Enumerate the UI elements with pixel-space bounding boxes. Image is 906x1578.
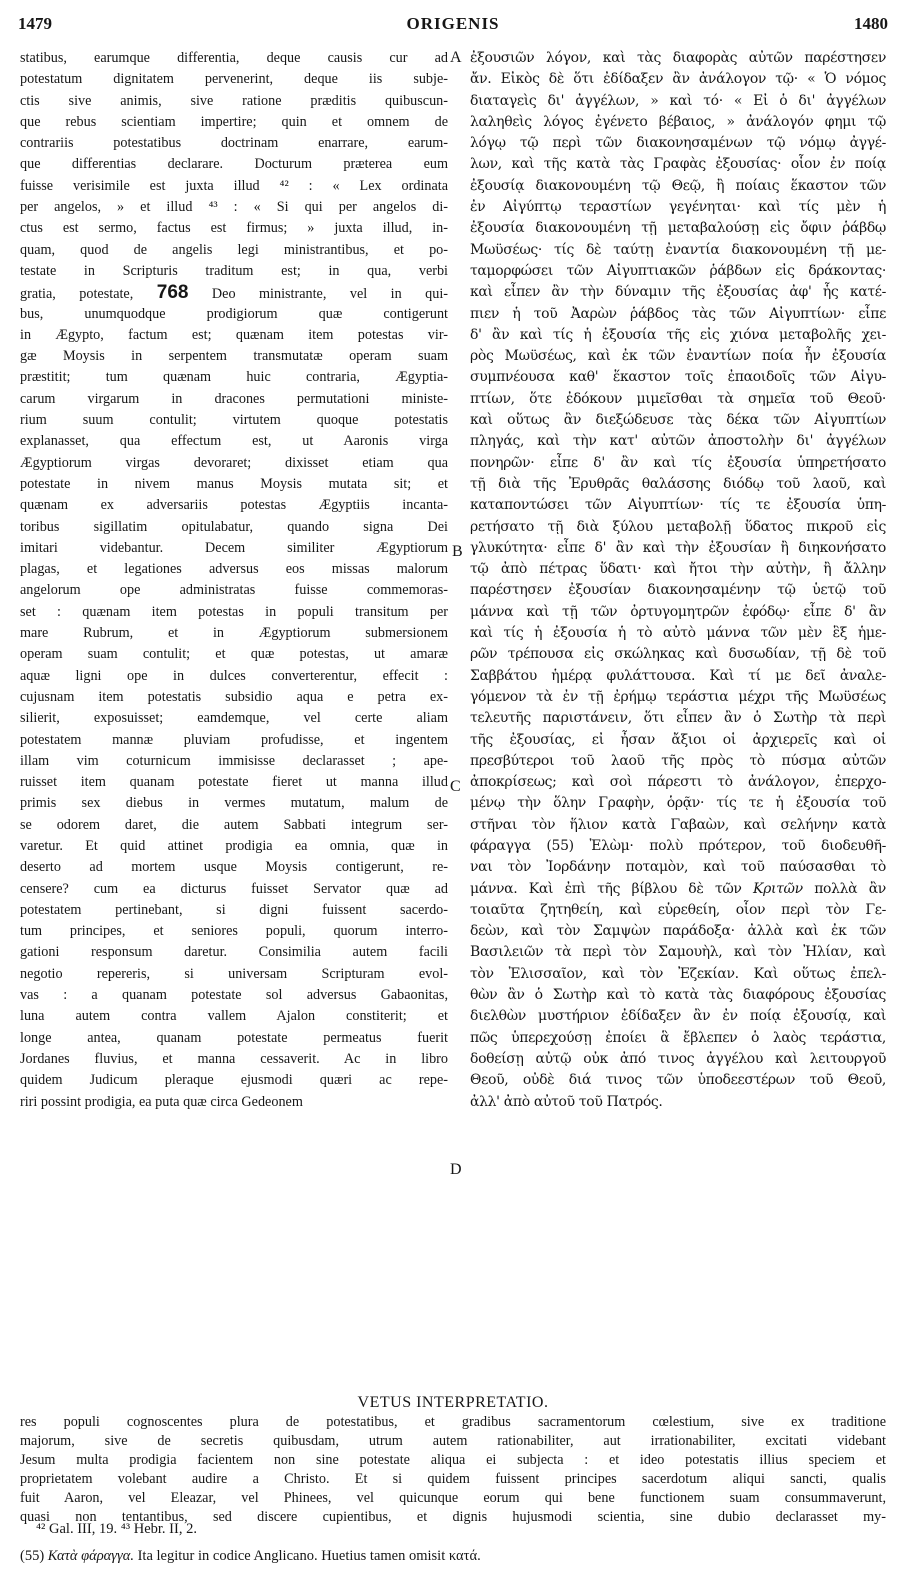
footnote-55-number: (55) xyxy=(20,1548,45,1564)
latin-line-text: testate in Scripturis traditum est; in qua, verbi xyxy=(20,262,448,279)
greek-line xyxy=(470,240,886,261)
latin-line xyxy=(20,517,448,538)
latin-line-text: cujusnam item potestatis subsidio aqua e petra ex- xyxy=(20,688,448,705)
greek-line-text: καὶ οὕτως ἂν διεξώδευσε τὰς δέκα τῶν Αἰγυπτίων xyxy=(470,412,886,429)
latin-line xyxy=(20,1092,448,1113)
greek-line xyxy=(470,921,886,942)
vetus-line xyxy=(20,1413,886,1432)
greek-line xyxy=(470,1028,886,1049)
latin-line xyxy=(20,410,448,431)
greek-line-text: γλυκύτητα· εἶπε δ' ἂν καὶ τὴν ἐξουσίαν ἢ διηκονήσατο xyxy=(470,539,886,556)
greek-column xyxy=(470,48,886,1113)
vetus-line-text: quasi non tentantibus, sed discere cupientibus, et dignis hujusmodi scientia, sine dubio declarasset my- xyxy=(20,1509,886,1525)
greek-line xyxy=(470,48,886,69)
greek-line-text: τῇ διὰ τῆς Ἐρυθρᾶς θαλάσσης διόδῳ τοῦ λαοῦ, καὶ xyxy=(470,475,886,492)
latin-line xyxy=(20,154,448,175)
greek-line-text: τελευτῆς παριστάνειν, ὅτι εἶπεν ἂν ὁ Σωτὴρ τὰ περὶ xyxy=(470,710,886,727)
latin-line-text: rium suum contulit; virtutem quoque potestatis xyxy=(20,412,448,429)
latin-line-text: varetur. Et quid attinet prodigia ea omnia, quæ in xyxy=(20,837,448,854)
greek-line xyxy=(470,793,886,814)
latin-line xyxy=(20,815,448,836)
greek-line xyxy=(470,815,886,836)
greek-line xyxy=(470,495,886,516)
greek-line xyxy=(470,1092,886,1113)
margin-letter-b: B xyxy=(452,543,463,560)
latin-line xyxy=(20,367,448,388)
vetus-line-text: majorum, sive de secretis quibusdam, utrum autem rationabiliter, aut irrationabiliter, excitati videbant xyxy=(20,1433,886,1449)
latin-line-text: censere? cum ea dicturus fuisset Servator quæ ad xyxy=(20,880,448,897)
latin-line xyxy=(20,240,448,261)
footnote-55-lemma: Κατὰ φάραγγα. xyxy=(47,1548,134,1564)
greek-line-text: πρεσβύτεροι τοῦ λαοῦ τῆς πρὸς τὸ πύσμα αὐτῶν xyxy=(470,752,886,769)
greek-line xyxy=(470,410,886,431)
latin-line-text: imitari videbantur. Decem similiter Ægyptiorum xyxy=(20,539,448,556)
greek-line xyxy=(470,708,886,729)
greek-line xyxy=(470,1049,886,1070)
greek-line xyxy=(470,644,886,665)
greek-line xyxy=(470,666,886,687)
latin-line xyxy=(20,453,448,474)
latin-line-text: potestatem mannæ pluviam profudisse, et ingentem xyxy=(20,731,448,748)
greek-line-text: Μωϋσέως· τίς δὲ ταύτῃ ἐναντία διακονουμένη τῇ με- xyxy=(470,241,886,258)
latin-line-text: riri possint prodigia, ea puta quæ circa Gedeonem xyxy=(20,1093,303,1110)
latin-line xyxy=(20,495,448,516)
greek-line-text: ρετήσατο τῇ διὰ ξύλου μεταβολῇ ὕδατος πικροῦ εἰς xyxy=(470,518,886,535)
latin-line-text: statibus, earumque differentia, deque causis cur ad xyxy=(20,50,448,66)
vetus-line xyxy=(20,1432,886,1451)
latin-line-text: Ægyptiorum virgas devoraret; dixisset etiam qua xyxy=(20,454,448,471)
vetus-line xyxy=(20,1451,886,1470)
latin-line xyxy=(20,666,448,687)
latin-line-text: præstitit; tum quænam huic contraria, Ægyptia- xyxy=(20,369,448,386)
greek-line xyxy=(470,69,886,90)
latin-line-text: operam suam contulit; et quæ potestas, ut amaræ xyxy=(20,646,448,663)
margin-letter-d: D xyxy=(450,1161,462,1178)
greek-line-text: Θεοῦ, οὐδὲ διά τινος τῶν ὑποδεεστέρων τοῦ Θεοῦ, xyxy=(470,1072,886,1089)
latin-line-text: quam, quod de angelis legi ministrantibus, et po- xyxy=(20,241,448,258)
greek-line-text: στῆναι τὸν ἥλιον κατὰ Γαβαὼν, καὶ σελήνην κατὰ xyxy=(470,816,886,833)
latin-line-text: angelorum ope administratas fuisse commemoras- xyxy=(20,582,448,599)
greek-line xyxy=(470,857,886,878)
latin-line xyxy=(20,921,448,942)
vetus-line xyxy=(20,1470,886,1489)
latin-line xyxy=(20,1070,448,1091)
greek-line-text: δεὼν, καὶ τὸν Σαμψὼν παράδοξα· ἀλλὰ καὶ ἐκ τῶν xyxy=(470,923,886,940)
latin-line-text: ruisset item quanam potestate fieret ut manna illud xyxy=(20,774,448,791)
greek-line-text: ἀποκρίσεως; καὶ σοὶ πάρεστι τὸ ἀνάλογον, ἐπερχο- xyxy=(470,774,886,791)
latin-line xyxy=(20,857,448,878)
latin-line-text: toribus sigillatim opitulabatur, quando signa Dei xyxy=(20,518,448,535)
latin-line xyxy=(20,133,448,154)
latin-line xyxy=(20,346,448,367)
latin-line-text: vas : a quanam potestate sol adversus Gabaonitas, xyxy=(20,987,448,1004)
greek-line-text: μάννα καὶ τῇ τῶν ὀρτυγομητρῶν ἐφόδῳ· εἶπε δ' ἂν xyxy=(470,603,886,620)
greek-line xyxy=(470,154,886,175)
greek-line xyxy=(470,389,886,410)
greek-line xyxy=(470,218,886,239)
page-number-right: 1480 xyxy=(854,14,888,33)
page-number-left: 1479 xyxy=(18,14,52,33)
greek-line-text: λόγῳ τῷ περὶ τῶν διακονησαμένων τῷ νόμῳ ἀγγέ- xyxy=(470,135,886,152)
greek-line xyxy=(470,538,886,559)
greek-line-text: ἐξουσία διακονουμένη τῇ μεταβαλούσῃ εἰς ὄφιν ῥάβδῳ xyxy=(470,220,886,237)
greek-line-text: θὼν ἂν ὁ Σωτὴρ καὶ τὸ κατὰ τὰς διαφόρους ἐξουσίας xyxy=(470,987,886,1004)
greek-line-text: καὶ τίς ἡ ἐξουσία ἡ τὸ αὐτὸ μάννα τῶν μὲν ἓξ ἡμε- xyxy=(470,625,886,642)
greek-line-text: ἐξουσιῶν λόγον, καὶ τὰς διαφορὰς αὐτῶν παρέστησεν xyxy=(470,50,886,66)
latin-line xyxy=(20,772,448,793)
greek-line xyxy=(470,474,886,495)
latin-line-text: longe antea, quanam potestate permeatus fuerit xyxy=(20,1029,448,1046)
greek-line xyxy=(470,431,886,452)
greek-line xyxy=(470,453,886,474)
latin-line-text: ctus est sermo, factus est firmus; » juxta illud, in- xyxy=(20,220,448,237)
vetus-line-text: fuit Aaron, vel Eleazar, vel Phinees, vel quicunque eorum qui bene functionem suam consummaverunt, xyxy=(20,1490,886,1506)
greek-line xyxy=(470,942,886,963)
latin-line-tail: Deo ministrante, vel in qui- xyxy=(211,286,448,303)
latin-line-text: illam vim coturnicum immisisse declarasset ; ape- xyxy=(20,752,448,769)
footnote-55-text: Ita legitur in codice Anglicano. Huetius tamen omisit κατά. xyxy=(137,1548,481,1564)
greek-line-tail: πολλὰ ἂν xyxy=(814,880,886,897)
greek-line-text: ἐν Αἰγύπτῳ τεραστίων γεγένηται· καὶ τίς μὲν ἡ xyxy=(470,199,886,216)
latin-line-text: que differentias declarare. Docturum præterea eum xyxy=(20,156,448,173)
latin-line-text: potestatem pertinebant, si digni fuissent sacerdo- xyxy=(20,901,448,918)
latin-line xyxy=(20,708,448,729)
greek-line-text: μένῳ τὴν ὅλην Γραφὴν, ὁρᾷν· τίς τε ἡ ἐξουσία τοῦ xyxy=(470,795,886,812)
latin-line-text: in Ægypto, factum est; quænam item potestas vir- xyxy=(20,326,448,343)
latin-line-text: primis sex diebus in vermes mutatum, malum de xyxy=(20,795,448,812)
greek-line xyxy=(470,1070,886,1091)
greek-line xyxy=(470,687,886,708)
greek-line-text: διαταγεὶς δι' ἀγγέλων, » καὶ τό· « Εἰ ὁ δι' ἀγγέλων xyxy=(470,92,886,109)
vetus-line-text: Jesum multa prodigia facientem non sine potestate aliqua ei subjecta : et ideo potestatis illius speciem et xyxy=(20,1452,886,1468)
latin-line-text: potestatum dignitatem pervenerint, deque iis subje- xyxy=(20,71,448,88)
greek-line-text: πληγάς, καὶ τὴν κατ' αὐτῶν ἀποστολὴν δι' ἀγγέλων xyxy=(470,433,886,450)
latin-line xyxy=(20,325,448,346)
greek-line-text: τὸν Ἐλισσαῖον, καὶ τὸν Ἐζεκίαν. Καὶ οὕτως ἐπελ- xyxy=(470,965,886,982)
greek-line-text: φάραγγα (55) Ἐλὼμ· πολὺ πρότερον, τοῦ διοδευθῆ- xyxy=(470,837,886,854)
latin-line xyxy=(20,1049,448,1070)
greek-line-text: πτίων, ὅτε ἐδόκουν μιμεῖσθαι τὰ σημεῖα τοῦ Θεοῦ· xyxy=(470,390,886,407)
greek-line-text: δοθείσῃ αὐτῷ οὐκ ἀπό τινος ἀγγέλου καὶ λειτουργοῦ xyxy=(470,1050,886,1067)
greek-line-text: πονηρῶν· εἶπε δ' ἂν καὶ τίς ἐξουσία ὑπηρετήσατο xyxy=(470,454,886,471)
greek-line-text: τοιαῦτα ζητηθείη, καὶ εὑρεθείη, οἷον περὶ τὸν Γε- xyxy=(470,901,886,918)
latin-line xyxy=(20,793,448,814)
greek-line xyxy=(470,367,886,388)
greek-line-text: παρέστησεν ἐξουσίαν διακονησαμένην τῷ ὑετῷ τοῦ xyxy=(470,582,886,599)
margin-letter-a: A xyxy=(450,49,462,66)
latin-line-text: set : quænam item potestas in populi transitum per xyxy=(20,603,448,620)
greek-line-text: τῆς ἐξουσίας, εἰ ἦσαν ἄξιοι οἱ ἀρχιερεῖς καὶ οἱ xyxy=(470,731,886,748)
latin-line xyxy=(20,1028,448,1049)
greek-line xyxy=(470,176,886,197)
vetus-line-text: proprietatem volebant audire a Christo. Et si quidem fuissent principes sacerdotum aliqui sancti, qualis xyxy=(20,1471,886,1487)
latin-line-text: deserto ad mortem usque Moysis contigerunt, re- xyxy=(20,859,448,876)
vetus-line xyxy=(20,1489,886,1508)
latin-line xyxy=(20,751,448,772)
greek-line xyxy=(470,964,886,985)
latin-line-text: silierit, exposuisset; eamdemque, vel certe aliam xyxy=(20,710,448,727)
latin-line xyxy=(20,261,448,282)
greek-line-text: καὶ εἶπεν ἂν τὴν δύναμιν τῆς ἐξουσίας ἀφ' ἧς κατέ- xyxy=(470,284,886,301)
latin-line xyxy=(20,431,448,452)
latin-line xyxy=(20,389,448,410)
latin-line-text: mare Rubrum, et in Ægyptiorum submersionem xyxy=(20,625,448,642)
latin-line-text: quænam ex adversariis potestas Ægyptiis incanta- xyxy=(20,497,448,514)
latin-line xyxy=(20,964,448,985)
latin-line xyxy=(20,644,448,665)
greek-line-text: πῶς ὑπερεχούσῃ ἐποίει ἃ ἔβλεπεν ὁ λαὸς τεράστια, xyxy=(470,1029,886,1046)
vetus-line-text: res populi cognoscentes plura de potestatibus, et gradibus sacramentorum cœlestium, sive ex traditione xyxy=(20,1414,886,1430)
latin-line xyxy=(20,474,448,495)
greek-line-text: ρῶν τρέπουσα εἰς σκώληκας καὶ δυσωδίαν, τῇ δὲ τοῦ xyxy=(470,646,886,663)
greek-line-text: ἐξουσίᾳ διακονουμένη τῷ Θεῷ, ἢ ποίαις ἕκαστον τῶν xyxy=(470,177,886,194)
greek-line-text: λων, καὶ τῆς κατὰ τὰς Γραφὰς ἐξουσίας· οἷον ἐν ποίᾳ xyxy=(470,156,886,173)
running-title: ORIGENIS xyxy=(406,14,500,33)
latin-line-text: aquæ ligni ope in dulces converterentur, effecit : xyxy=(20,667,448,684)
footnote-references: ⁴² Gal. III, 19. ⁴³ Hebr. II, 2. xyxy=(36,1521,197,1537)
latin-line-text: plagas, et legationes adversus eos missas malorum xyxy=(20,561,448,578)
greek-line xyxy=(470,985,886,1006)
greek-line xyxy=(470,517,886,538)
latin-line-text: tum principes, et seniores populi, quorum interro- xyxy=(20,923,448,940)
greek-line xyxy=(470,836,886,857)
latin-line xyxy=(20,836,448,857)
greek-line-text: ρὸς Μωϋσέως, καὶ ἐκ τῶν ἐναντίων ποία ἦν ἐξουσία xyxy=(470,348,886,365)
greek-line xyxy=(470,133,886,154)
latin-column xyxy=(20,48,448,1113)
greek-italic-word: Κριτῶν xyxy=(753,880,803,897)
greek-line-text: ἄν. Εἰκὸς δὲ ὅτι ἐδίδαξεν ἂν ἀνάλογον τῷ· « Ὁ νόμος xyxy=(470,71,886,88)
footnote-55 xyxy=(20,1548,481,1565)
greek-line-text: Σαββάτου ἡμέρᾳ φυλάττουσα. Καὶ τί με δεῖ ἀναλε- xyxy=(470,667,886,684)
latin-line-text: potestate in nivem manus Moysis mutata sit; et xyxy=(20,475,448,492)
greek-line xyxy=(470,623,886,644)
greek-line xyxy=(470,580,886,601)
greek-line-text: λαληθεὶς λόγος ἐγένετο βέβαιος, » ἀνάλογόν φημι τῷ xyxy=(470,113,886,130)
greek-line xyxy=(470,730,886,751)
latin-line-text: ctis sive animis, sive ratione præditis quibuscun- xyxy=(20,92,448,109)
greek-line xyxy=(470,325,886,346)
greek-line-text: ναι τὸν Ἰορδάνην ποταμὸν, καὶ τοῦ παύσασθαι τὸ xyxy=(470,859,886,876)
greek-line xyxy=(470,282,886,303)
greek-line xyxy=(470,602,886,623)
latin-line xyxy=(20,602,448,623)
latin-line xyxy=(20,580,448,601)
greek-line-text: δ' ἂν καὶ τίς ἡ ἐξουσία τῆς εἰς χιόνα μεταβολῆς χει- xyxy=(470,326,886,343)
greek-line-text: διελθὼν μυστήριον ἐδίδαξεν ἂν ἐν ποίᾳ ἐξουσίᾳ, καὶ xyxy=(470,1008,886,1025)
greek-line-text: πιεν ἡ τοῦ Ἀαρὼν ῥάβδος τὰς τῶν Αἰγυπτίων· εἶπε xyxy=(470,305,886,322)
latin-line-text: luna autem contra vallem Ajalon constiterit; et xyxy=(20,1008,448,1025)
latin-line xyxy=(20,1006,448,1027)
vetus-interpretatio-title: VETUS INTERPRETATIO. xyxy=(357,1394,549,1411)
latin-line-text: fuisse verisimile est juxta illud ⁴² : « Lex ordinata xyxy=(20,177,448,194)
latin-line-text: negotio repereris, si universam Scripturam evol- xyxy=(20,965,448,982)
greek-line-text: Βασιλειῶν τὰ περὶ τὸν Σαμουὴλ, καὶ τὸν Ἠλίαν, καὶ xyxy=(470,944,886,961)
latin-line-text: gationi responsum daretur. Consimilia autem facili xyxy=(20,944,448,961)
latin-line xyxy=(20,559,448,580)
greek-line-text: συμπνέουσα καθ' ἕκαστον τοῖς ἐπαοιδοῖς τῶν Αἰγυ- xyxy=(470,369,886,386)
latin-line-text: Jordanes fluvius, et manna cessaverit. Ac in libro xyxy=(20,1050,448,1067)
latin-line-text: gratia, potestate, xyxy=(20,286,134,303)
vetus-interpretatio-text xyxy=(20,1413,886,1527)
latin-line xyxy=(20,91,448,112)
latin-line-text: carum virgarum in dracones permutationi ministe- xyxy=(20,390,448,407)
greek-line xyxy=(470,879,886,900)
latin-line xyxy=(20,282,448,303)
latin-line-text: gæ Moysis in serpentem transmutatæ operam suam xyxy=(20,348,448,365)
greek-line xyxy=(470,772,886,793)
latin-line xyxy=(20,304,448,325)
greek-line xyxy=(470,346,886,367)
greek-line xyxy=(470,559,886,580)
greek-line xyxy=(470,751,886,772)
latin-line xyxy=(20,218,448,239)
greek-line-text: καταποντώσει τῶν Αἰγυπτίων· τίς τε ἐξουσία ὑπη- xyxy=(470,497,886,514)
running-header xyxy=(18,14,888,36)
greek-line xyxy=(470,197,886,218)
greek-line xyxy=(470,261,886,282)
latin-line xyxy=(20,730,448,751)
greek-line xyxy=(470,1006,886,1027)
latin-line-text: se odorem daret, die autem Sabbati integrum ser- xyxy=(20,816,448,833)
greek-line xyxy=(470,304,886,325)
greek-line xyxy=(470,91,886,112)
greek-line-text: ἀλλ' ἀπὸ αὐτοῦ τοῦ Πατρός. xyxy=(470,1093,663,1110)
latin-line xyxy=(20,687,448,708)
latin-line-text: bus, unumquodque prodigiorum quæ contigerunt xyxy=(20,305,448,322)
greek-line-text: τῷ ἀπὸ πέτρας ὕδατι· καὶ ἤτοι τὴν αὐτὴν, ἢ ἄλλην xyxy=(470,561,886,578)
latin-line xyxy=(20,538,448,559)
latin-line xyxy=(20,176,448,197)
latin-line-text: per angelos, » et illud ⁴³ : « Si qui per angelos di- xyxy=(20,199,448,216)
latin-line-text: que rebus scientiam impertire; quin et omnem de xyxy=(20,113,448,130)
latin-line xyxy=(20,985,448,1006)
greek-line-text: ταμορφώσει τῶν Αἰγυπτιακῶν ῥάβδων εἰς δράκοντας· xyxy=(470,262,886,279)
greek-line xyxy=(470,900,886,921)
latin-line-text: contrariis potestatibus doctrinam enarrare, earum- xyxy=(20,135,448,152)
latin-line xyxy=(20,48,448,69)
latin-line xyxy=(20,69,448,90)
latin-line xyxy=(20,942,448,963)
latin-line xyxy=(20,623,448,644)
latin-line xyxy=(20,900,448,921)
latin-line-text: quidem Judicum pleraque ejusmodi quæri ac repe- xyxy=(20,1072,448,1089)
greek-line xyxy=(470,112,886,133)
column-marker-768: 768 xyxy=(156,282,189,304)
greek-line-text: γόμενον τὰ ἐν τῇ ἐρήμῳ τεράστια μέχρι τῆς Μωϋσέως xyxy=(470,688,886,705)
latin-line xyxy=(20,197,448,218)
latin-line xyxy=(20,879,448,900)
latin-line-text: explanasset, qua effectum est, ut Aaronis virga xyxy=(20,433,448,450)
margin-letter-c: C xyxy=(450,778,461,795)
latin-line xyxy=(20,112,448,133)
greek-line-text: μάννα. Καὶ ἐπὶ τῆς βίβλου δὲ τῶν xyxy=(470,880,742,897)
